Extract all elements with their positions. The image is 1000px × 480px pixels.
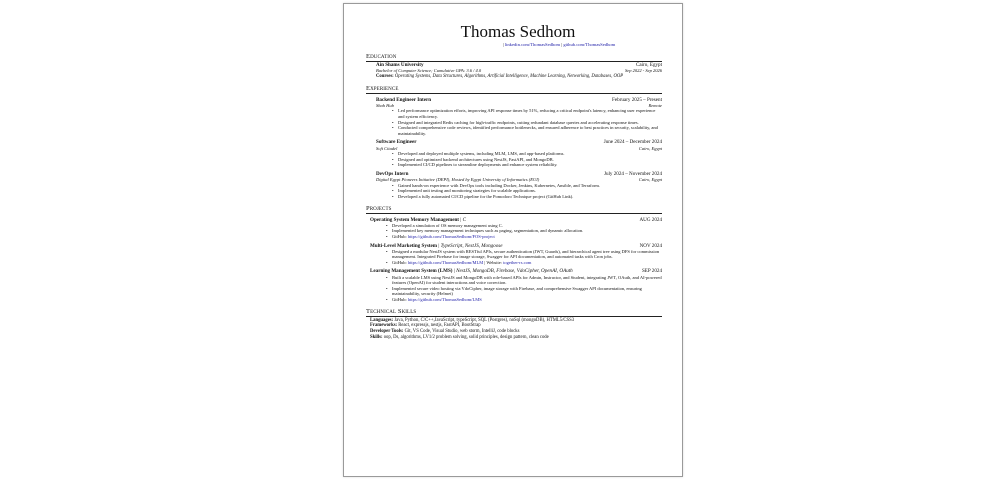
- project-github: [392, 297, 662, 303]
- education-entry: [366, 62, 662, 74]
- experience-heading: Experience: [366, 85, 662, 94]
- job-bullets: [376, 151, 662, 168]
- education-heading: Education: [366, 53, 662, 62]
- github-link[interactable]: github.com/ThomasSedhom: [563, 42, 616, 47]
- project-tech: NestJS, MongoDB, Firebase, VdoCipher, OpenAI, OAuth: [456, 268, 573, 275]
- projects-list: [366, 217, 662, 303]
- project-website-link[interactable]: together-rs.com: [503, 259, 532, 265]
- job-dates: June 2024 – December 2024: [603, 139, 662, 146]
- school-location: Cairo, Egypt: [635, 62, 662, 68]
- job-dates: February 2025 – Present: [612, 96, 662, 103]
- project-date: SEP 2024: [641, 268, 662, 275]
- candidate-name: Thomas Sedhom: [460, 22, 576, 41]
- projects-heading: Projects: [366, 205, 662, 214]
- project-bullet: • Developed a simulation of OS memory management using C.: [392, 223, 662, 229]
- skill-label: Languages:: [370, 317, 394, 323]
- skill-value: React, expressjs, nestjs, FastAPI, BootStrap: [398, 323, 481, 329]
- project-date: AUG 2024: [639, 216, 662, 223]
- courses: [366, 74, 662, 80]
- links-prefix: |: [502, 42, 504, 47]
- skill-label: Skills:: [370, 335, 383, 341]
- skills-list: [366, 317, 662, 341]
- job-bullets: [376, 108, 662, 136]
- resume-content: [366, 22, 662, 341]
- project-bullets: [370, 223, 662, 240]
- job-bullet: • Gained hands-on experience with DevOps tools including Docker, Jenkins, Kubernetes, Ansible, and Terraform.: [398, 183, 662, 189]
- job-bullet: • Implemented unit testing and monitoring strategies for scalable applications.: [398, 188, 662, 194]
- job-bullet: • Led performance optimization efforts, improving API response times by 51%, reducing a critical endpoint's latency, enhancing user experience and system efficiency.: [398, 108, 662, 119]
- project-github-link[interactable]: https://github.com/ThomasSedhom/MLM: [407, 259, 484, 265]
- project-title: Multi-Level Marketing System: [370, 242, 438, 249]
- project-bullet: • Implemented secure video hosting via VdoCipher, image storage with Firebase, and comprehensive Swagger API documentation, ensuring maintainability, security (Helmet): [392, 286, 662, 297]
- project-github-link[interactable]: https://github.com/ThomasSedhom/FOS-project: [407, 233, 495, 239]
- experience-list: [366, 97, 662, 200]
- job-company: Soft Citadel: [376, 145, 398, 151]
- experience-item: [376, 139, 662, 168]
- job-company: Shah Hub: [376, 102, 394, 108]
- courses-list: Operating Systems, Data Structures, Algorithms, Artificial Intelligence, Machine Learning, Networking, Databases, OOP: [394, 73, 624, 79]
- project-title: Operating System Memory Management: [370, 216, 459, 223]
- job-bullet: • Developed and deployed multiple systems, including MLM, LMS, and app-based platforms.: [398, 151, 662, 157]
- project-github-link[interactable]: https://github.com/ThomasSedhom/LMS: [407, 297, 482, 303]
- skills-heading: Technical Skills: [366, 308, 662, 317]
- github-label: GitHub:: [392, 233, 407, 239]
- skill-value: Git, VS Code, Visual Studio, web storm, IntelliJ, code blocks: [404, 329, 520, 335]
- skill-label: Developer Tools:: [370, 329, 404, 335]
- job-bullet: • Implemented CI/CD pipelines to streamline deployments and enhance system reliability.: [398, 162, 662, 168]
- project-bullet: • Designed a modular NestJS system with RESTful APIs, secure authentication (JWT, Guards), and hierarchical agent tree using DFS for commission management. Integrated Firebase for image storage, Swagger for API documentation, and automated tasks with Cron jobs.: [392, 249, 662, 260]
- experience-item: [376, 171, 662, 200]
- job-bullets: [376, 183, 662, 200]
- skill-value: oop, Ds, algorithms, LV1/2 problem solving, solid principles, design pattern, clean code: [383, 335, 549, 341]
- education-dates: Sep 2022 - Sep 2026: [625, 68, 662, 74]
- project-date: NOV 2024: [639, 242, 662, 249]
- github-label: GitHub:: [392, 297, 407, 303]
- job-location: Cairo, Egypt: [638, 177, 662, 183]
- job-title: DevOps Intern: [376, 170, 409, 177]
- project-title: Learning Management System (LMS): [370, 268, 453, 275]
- resume-page: [343, 3, 683, 477]
- project-tech: C: [462, 216, 466, 223]
- experience-item: [376, 97, 662, 137]
- project-item: Learning Management System (LMS) | NestJS, MongoDB, Firebase, VdoCipher, OpenAI, OAuth SEP 2024 • Built a scalable LMS using NestJS and MongoDB with role-based APIs for Admin, Instructor, and Student, integrating JWT, OAuth, and AI-powered features (OpenAI) for student interactions and voice correction. • Implemented secure video hosting via VdoCipher, image storage with Firebase, and comprehensive Swagger API documentation, ensuring maintainability, security (Helmet) • GitHub: https://github.com/ThomasSedhom/LMS: [370, 268, 662, 302]
- links-separator: |: [561, 42, 563, 47]
- courses-label: Courses:: [376, 73, 394, 79]
- project-github: [392, 260, 662, 266]
- linkedin-link[interactable]: linkedin.com/ThomasSedhom: [504, 42, 561, 47]
- degree: Bachelor of Computer Science; Cumulative GPA: 3.6 / 4.0: [376, 68, 482, 74]
- job-dates: July 2024 – November 2024: [603, 170, 662, 177]
- job-bullet: • Developed a fully automated CI/CD pipeline for the Pomodoro Technique project (GitHub Link).: [398, 194, 662, 200]
- job-bullet: • Designed and optimized backend architectures using NestJS, FastAPI, and MongoDB.: [398, 157, 662, 163]
- project-bullet: • Built a scalable LMS using NestJS and MongoDB with role-based APIs for Admin, Instructor, and Student, integrating JWT, OAuth, and AI-powered features (OpenAI) for student interactions and voice correction.: [392, 275, 662, 286]
- job-bullet: • Designed and integrated Redis caching for high-traffic endpoints, cutting redundant database queries and accelerating response times.: [398, 120, 662, 126]
- project-item: Multi-Level Marketing System | TypeScript, NestJS, Mongoose NOV 2024 • Designed a modular NestJS system with RESTful APIs, secure authentication (JWT, Guards), and hierarchical agent tree using DFS for commission management. Integrated Firebase for image storage, Swagger for API documentation, and automated tasks with Cron jobs. • GitHub: https://github.com/ThomasSedhom/MLM | Website: together-rs.com: [370, 243, 662, 266]
- contact-links: [456, 42, 662, 48]
- job-location: Remote: [648, 102, 662, 108]
- website-label: | Website:: [484, 259, 502, 265]
- school-name: Ain Shams University: [376, 62, 424, 68]
- project-bullets: [370, 275, 662, 303]
- skill-label: Frameworks:: [370, 323, 398, 329]
- job-title: Backend Engineer Intern: [376, 96, 432, 103]
- skill-value: Java, Python, C/C++,JavaScript, typeScript, SQL (Postgres), noSql (mongoDB), HTML5/CSS3: [394, 317, 575, 323]
- project-bullets: [370, 249, 662, 266]
- github-label: GitHub:: [392, 259, 407, 265]
- project-bullet: • Implemented key memory management techniques such as paging, segmentation, and dynamic allocation.: [392, 228, 662, 234]
- project-tech: TypeScript, NestJS, Mongoose: [440, 242, 503, 249]
- job-title: Software Engineer: [376, 139, 417, 146]
- job-company: Digital Egypt Pioneers Initiative (DEPI), Hosted by Egypt University of Informatics (EUI): [376, 177, 540, 183]
- job-bullet: • Conducted comprehensive code reviews, identified performance bottlenecks, and ensured adherence to best practices in security, scalability, and maintainability.: [398, 125, 662, 136]
- project-github: [392, 234, 662, 240]
- project-item: Operating System Memory Management | C AUG 2024 • Developed a simulation of OS memory management using C. • Implemented key memory management techniques such as paging, segmentation, and dynamic allocation. • GitHub: https://github.com/ThomasSedhom/FOS-project: [370, 217, 662, 240]
- job-location: Cairo, Egypt: [638, 145, 662, 151]
- skills-row-skills: [370, 335, 662, 341]
